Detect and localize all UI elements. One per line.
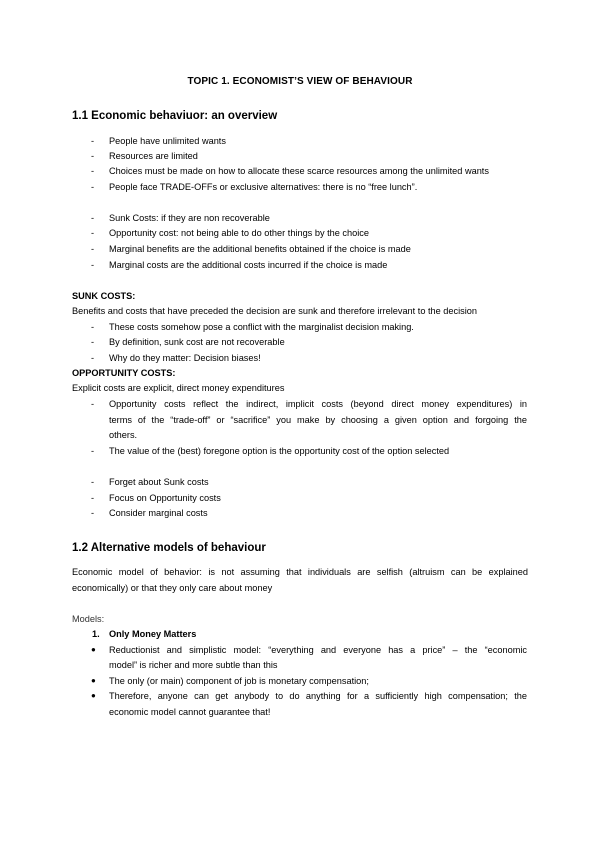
bullet-item-continuation: model” is richer and more subtle than this <box>109 660 278 670</box>
section-heading-1-1: 1.1 Economic behaviuor: an overview <box>72 110 278 122</box>
model-title: Only Money Matters <box>109 629 197 639</box>
list-item: Forget about Sunk costs <box>109 477 209 487</box>
list-item-continuation: others. <box>109 430 138 440</box>
dash-marker: - <box>91 166 95 176</box>
dash-marker: - <box>91 228 95 238</box>
list-item: People face TRADE-OFFs or exclusive alternatives: there is no “free lunch”. <box>109 182 418 192</box>
model-number: 1. <box>92 629 100 639</box>
list-item: Marginal benefits are the additional benefits obtained if the choice is made <box>109 244 411 254</box>
bullet-item: Reductionist and simplistic model: “everything and everyone has a price” – the “economic <box>109 645 527 655</box>
models-label: Models: <box>72 614 105 624</box>
list-item-continuation: terms of the “trade-off” or “sacrifice” you make by choosing a given option and forgoing the <box>109 415 527 425</box>
page-title: TOPIC 1. ECONOMIST’S VIEW OF BEHAVIOUR <box>187 76 413 87</box>
list-item: Consider marginal costs <box>109 508 208 518</box>
dash-marker: - <box>91 399 95 409</box>
dash-marker: - <box>91 151 95 161</box>
list-item: People have unlimited wants <box>109 136 226 146</box>
dash-marker: - <box>91 244 95 254</box>
bullet-marker: ● <box>91 645 96 654</box>
list-item: These costs somehow pose a conflict with the marginalist decision making. <box>109 322 414 332</box>
dash-marker: - <box>91 260 95 270</box>
dash-marker: - <box>91 182 95 192</box>
dash-marker: - <box>91 337 95 347</box>
dash-marker: - <box>91 136 95 146</box>
paragraph-line: economically) or that they only care about money <box>72 583 273 593</box>
opportunity-costs-heading: OPPORTUNITY COSTS: <box>72 368 176 378</box>
dash-marker: - <box>91 213 95 223</box>
list-item: Focus on Opportunity costs <box>109 493 221 503</box>
list-item: The value of the (best) foregone option is the opportunity cost of the option selected <box>109 446 450 456</box>
list-item: By definition, sunk cost are not recoverable <box>109 337 285 347</box>
bullet-marker: ● <box>91 691 96 700</box>
list-item: Why do they matter: Decision biases! <box>109 353 261 363</box>
dash-marker: - <box>91 322 95 332</box>
sunk-costs-heading: SUNK COSTS: <box>72 291 136 301</box>
bullet-item: The only (or main) component of job is monetary compensation; <box>109 676 369 686</box>
list-item: Resources are limited <box>109 151 198 161</box>
list-item: Choices must be made on how to allocate these scarce resources among the unlimited wants <box>109 166 489 176</box>
list-item: Opportunity costs reflect the indirect, implicit costs (beyond direct money expenditures) in <box>109 399 527 409</box>
list-item: Sunk Costs: if they are non recoverable <box>109 213 270 223</box>
bullet-item: Therefore, anyone can get anybody to do anything for a sufficiently high compensation; the <box>109 691 527 701</box>
dash-marker: - <box>91 477 95 487</box>
dash-marker: - <box>91 508 95 518</box>
opportunity-costs-intro: Explicit costs are explicit, direct money expenditures <box>72 383 285 393</box>
section-heading-1-2: 1.2 Alternative models of behaviour <box>72 542 266 554</box>
bullet-marker: ● <box>91 676 96 685</box>
dash-marker: - <box>91 446 95 456</box>
sunk-costs-intro: Benefits and costs that have preceded the decision are sunk and therefore irrelevant to the decision <box>72 306 478 316</box>
list-item: Marginal costs are the additional costs incurred if the choice is made <box>109 260 388 270</box>
dash-marker: - <box>91 493 95 503</box>
paragraph-line: Economic model of behavior: is not assuming that individuals are selfish (altruism can be explained <box>72 567 528 577</box>
list-item: Opportunity cost: not being able to do other things by the choice <box>109 228 369 238</box>
dash-marker: - <box>91 353 95 363</box>
bullet-item-continuation: economic model cannot guarantee that! <box>109 707 271 717</box>
